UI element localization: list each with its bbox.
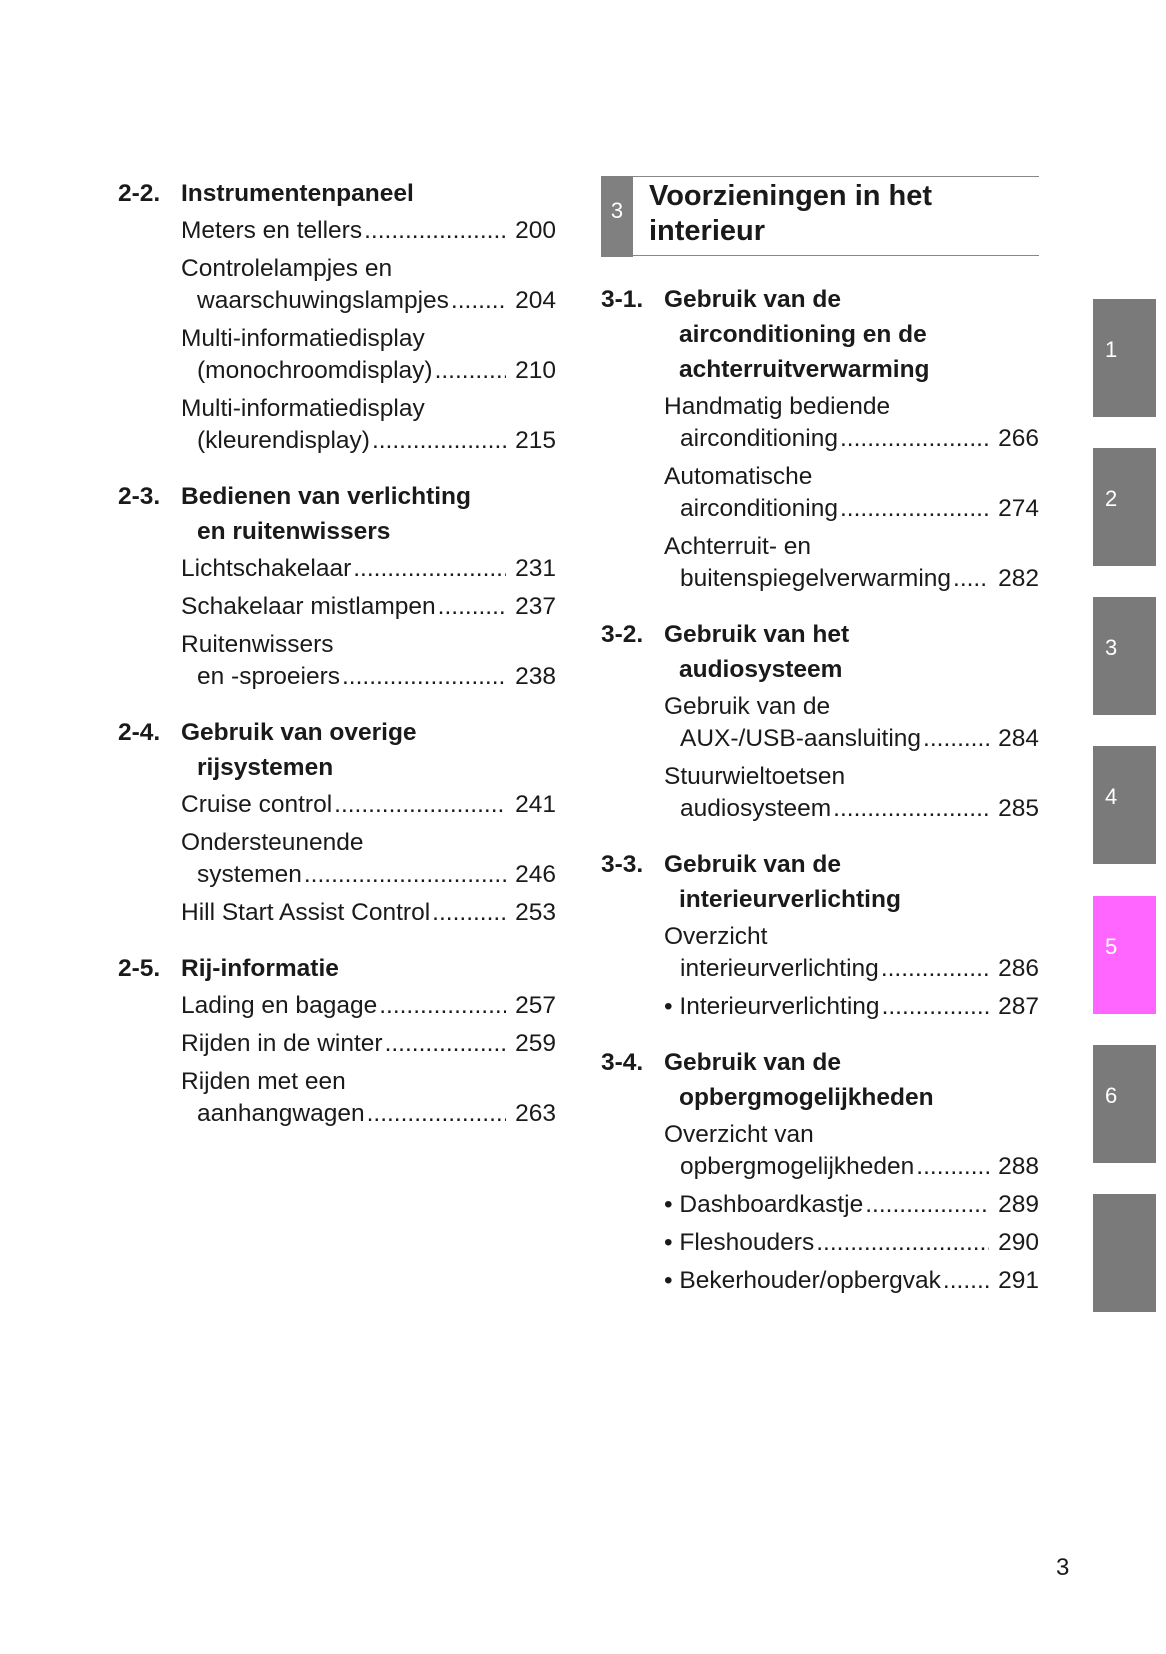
section-title bbox=[664, 1045, 1039, 1115]
dot-leader bbox=[379, 990, 506, 1022]
entry-page-number: 274 bbox=[998, 495, 1039, 522]
entry-last-line bbox=[664, 1151, 1039, 1183]
dot-leader bbox=[881, 953, 989, 985]
toc-section bbox=[601, 617, 1039, 825]
entry-page-number: 253 bbox=[515, 899, 556, 926]
entry-last-line bbox=[181, 591, 556, 623]
dot-leader bbox=[364, 215, 506, 247]
section-title bbox=[664, 617, 1039, 687]
chapter-tab-blank[interactable] bbox=[1093, 1194, 1156, 1312]
section-heading bbox=[601, 1045, 1039, 1115]
chapter-tab-5[interactable]: 5 bbox=[1093, 896, 1156, 1014]
dot-leader bbox=[833, 793, 989, 825]
section-heading bbox=[118, 176, 556, 211]
toc-entry[interactable] bbox=[181, 990, 556, 1022]
dot-leader bbox=[923, 723, 989, 755]
entry-page-number: 257 bbox=[515, 992, 556, 1019]
entry-text: • Interieurverlichting bbox=[664, 993, 880, 1020]
chapter-tab-6[interactable]: 6 bbox=[1093, 1045, 1156, 1163]
entry-text-line: Gebruik van de bbox=[664, 693, 831, 720]
section-heading bbox=[118, 479, 556, 549]
entry-last-line bbox=[181, 1098, 556, 1130]
section-number: 2-3. bbox=[118, 483, 161, 510]
entry-text: Lading en bagage bbox=[181, 992, 378, 1019]
chapter-tab-2[interactable]: 2 bbox=[1093, 448, 1156, 566]
entry-text: • Bekerhouder/opbergvak bbox=[664, 1267, 941, 1294]
toc-section bbox=[601, 847, 1039, 1023]
toc-entry[interactable] bbox=[664, 691, 1039, 755]
entry-page-number: 263 bbox=[515, 1100, 556, 1127]
section-heading bbox=[601, 847, 1039, 917]
entry-text: (kleurendisplay) bbox=[197, 427, 370, 454]
entry-last-line bbox=[181, 859, 556, 891]
entry-last-line bbox=[181, 425, 556, 457]
section-title-line: Gebruik van de bbox=[664, 851, 842, 878]
page-number: 3 bbox=[1056, 1554, 1070, 1581]
section-entries bbox=[601, 921, 1039, 1023]
entry-text-line: Multi-informatiedisplay bbox=[181, 395, 425, 422]
section-number: 3-3. bbox=[601, 851, 644, 878]
dot-leader bbox=[372, 425, 506, 457]
section-entries bbox=[118, 990, 556, 1130]
section-number: 3-1. bbox=[601, 286, 644, 313]
toc-entry[interactable] bbox=[181, 1028, 556, 1060]
toc-entry[interactable] bbox=[664, 391, 1039, 455]
entry-page-number: 286 bbox=[998, 955, 1039, 982]
entry-text: en -sproeiers bbox=[197, 663, 340, 690]
dot-leader bbox=[816, 1227, 989, 1259]
entry-text: • Dashboardkastje bbox=[664, 1191, 864, 1218]
section-number: 3-4. bbox=[601, 1049, 644, 1076]
entry-last-line bbox=[181, 553, 556, 585]
entry-text: interieurverlichting bbox=[680, 955, 879, 982]
section-entries bbox=[118, 789, 556, 929]
entry-page-number: 237 bbox=[515, 593, 556, 620]
section-heading bbox=[118, 715, 556, 785]
dot-leader bbox=[432, 897, 506, 929]
section-title bbox=[181, 176, 556, 211]
entry-page-number: 287 bbox=[998, 993, 1039, 1020]
entry-text: Meters en tellers bbox=[181, 217, 363, 244]
entry-page-number: 290 bbox=[998, 1229, 1039, 1256]
dot-leader bbox=[435, 355, 506, 387]
section-number: 2-4. bbox=[118, 719, 161, 746]
entry-text: airconditioning bbox=[680, 425, 838, 452]
toc-section bbox=[118, 176, 556, 457]
dot-leader bbox=[943, 1265, 989, 1297]
toc-entry[interactable] bbox=[181, 215, 556, 247]
entry-text: Cruise control bbox=[181, 791, 333, 818]
toc-right-column bbox=[601, 176, 1039, 1319]
toc-entry[interactable] bbox=[181, 1066, 556, 1130]
entry-text: aanhangwagen bbox=[197, 1100, 365, 1127]
entry-last-line bbox=[664, 1189, 1039, 1221]
section-title-line: Gebruik van overige bbox=[181, 719, 417, 746]
entry-text-line: Automatische bbox=[664, 463, 813, 490]
section-title-line: Bedienen van verlichting bbox=[181, 483, 471, 510]
section-title-line: achterruitverwarming bbox=[679, 356, 930, 383]
entry-text-line: Ondersteunende bbox=[181, 829, 364, 856]
chapter-title bbox=[649, 179, 932, 249]
section-title-line: Gebruik van de bbox=[664, 1049, 842, 1076]
entry-last-line bbox=[181, 897, 556, 929]
toc-entry[interactable] bbox=[181, 897, 556, 929]
entry-page-number: 238 bbox=[515, 663, 556, 690]
entry-last-line bbox=[181, 1028, 556, 1060]
toc-entry[interactable] bbox=[181, 553, 556, 585]
entry-page-number: 259 bbox=[515, 1030, 556, 1057]
section-number: 2-2. bbox=[118, 180, 161, 207]
chapter-title-line: interieur bbox=[649, 215, 766, 247]
section-title-line: airconditioning en de bbox=[679, 321, 927, 348]
section-entries bbox=[601, 691, 1039, 825]
toc-entry[interactable] bbox=[181, 827, 556, 891]
dot-leader bbox=[865, 1189, 989, 1221]
section-entries bbox=[118, 553, 556, 693]
entry-text-line: Overzicht van bbox=[664, 1121, 814, 1148]
toc-entry[interactable] bbox=[181, 323, 556, 387]
entry-text: Lichtschakelaar bbox=[181, 555, 352, 582]
entry-page-number: 291 bbox=[998, 1267, 1039, 1294]
entry-text: waarschuwingslampjes bbox=[197, 287, 449, 314]
section-heading bbox=[118, 951, 556, 986]
section-title-line: opbergmogelijkheden bbox=[679, 1084, 934, 1111]
toc-entry[interactable] bbox=[664, 531, 1039, 595]
entry-last-line bbox=[181, 661, 556, 693]
entry-page-number: 204 bbox=[515, 287, 556, 314]
entry-text: • Fleshouders bbox=[664, 1229, 815, 1256]
entry-page-number: 282 bbox=[998, 565, 1039, 592]
toc-entry[interactable] bbox=[664, 1227, 1039, 1259]
entry-text-line: Multi-informatiedisplay bbox=[181, 325, 425, 352]
right-sections bbox=[601, 282, 1039, 1297]
dot-leader bbox=[438, 591, 506, 623]
entry-text-line: Controlelampjes en bbox=[181, 255, 393, 282]
section-heading bbox=[601, 617, 1039, 687]
toc-entry[interactable] bbox=[181, 629, 556, 693]
entry-last-line bbox=[664, 793, 1039, 825]
toc-entry[interactable] bbox=[664, 1189, 1039, 1221]
entry-last-line bbox=[664, 423, 1039, 455]
chapter-tab-1[interactable]: 1 bbox=[1093, 299, 1156, 417]
entry-page-number: 200 bbox=[515, 217, 556, 244]
section-entries bbox=[118, 215, 556, 457]
entry-text: opbergmogelijkheden bbox=[680, 1153, 915, 1180]
dot-leader bbox=[916, 1151, 989, 1183]
dot-leader bbox=[953, 563, 989, 595]
section-title-line: Gebruik van het bbox=[664, 621, 850, 648]
section-title-line: audiosysteem bbox=[679, 656, 843, 683]
entry-last-line bbox=[664, 723, 1039, 755]
dot-leader bbox=[304, 859, 506, 891]
section-title-line: interieurverlichting bbox=[679, 886, 901, 913]
toc-section bbox=[601, 1045, 1039, 1297]
entry-page-number: 284 bbox=[998, 725, 1039, 752]
entry-last-line bbox=[664, 991, 1039, 1023]
entry-page-number: 285 bbox=[998, 795, 1039, 822]
dot-leader bbox=[882, 991, 989, 1023]
entry-page-number: 241 bbox=[515, 791, 556, 818]
entry-last-line bbox=[664, 1265, 1039, 1297]
entry-text-line: Achterruit- en bbox=[664, 533, 812, 560]
toc-section bbox=[118, 951, 556, 1130]
entry-text: Rijden in de winter bbox=[181, 1030, 383, 1057]
chapter-header bbox=[601, 176, 1039, 256]
toc-entry[interactable] bbox=[181, 253, 556, 317]
entry-last-line bbox=[181, 990, 556, 1022]
chapter-title-line: Voorzieningen in het bbox=[649, 180, 933, 212]
entry-last-line bbox=[664, 493, 1039, 525]
toc-entry[interactable] bbox=[664, 461, 1039, 525]
section-title bbox=[181, 951, 556, 986]
entry-last-line bbox=[181, 215, 556, 247]
toc-entry[interactable] bbox=[664, 761, 1039, 825]
dot-leader bbox=[385, 1028, 506, 1060]
toc-entry[interactable] bbox=[664, 991, 1039, 1023]
section-entries bbox=[601, 1119, 1039, 1297]
section-title-line: Rij-informatie bbox=[181, 955, 339, 982]
entry-page-number: 231 bbox=[515, 555, 556, 582]
section-title-line: Instrumentenpaneel bbox=[181, 180, 414, 207]
entry-page-number: 289 bbox=[998, 1191, 1039, 1218]
entry-page-number: 210 bbox=[515, 357, 556, 384]
entry-page-number: 266 bbox=[998, 425, 1039, 452]
entry-page-number: 246 bbox=[515, 861, 556, 888]
entry-last-line bbox=[664, 563, 1039, 595]
entry-text: AUX-/USB-aansluiting bbox=[680, 725, 922, 752]
toc-entry[interactable] bbox=[664, 1265, 1039, 1297]
section-title-line: Gebruik van de bbox=[664, 286, 842, 313]
entry-last-line bbox=[664, 1227, 1039, 1259]
entry-text: audiosysteem bbox=[680, 795, 832, 822]
entry-text-line: Overzicht bbox=[664, 923, 768, 950]
entry-page-number: 215 bbox=[515, 427, 556, 454]
section-title-line: rijsystemen bbox=[197, 754, 334, 781]
toc-entry[interactable] bbox=[664, 921, 1039, 985]
chapter-tab-3[interactable]: 3 bbox=[1093, 597, 1156, 715]
dot-leader bbox=[353, 553, 506, 585]
dot-leader bbox=[840, 493, 989, 525]
toc-section bbox=[118, 715, 556, 929]
section-title-line: en ruitenwissers bbox=[197, 518, 391, 545]
chapter-tab-4[interactable]: 4 bbox=[1093, 746, 1156, 864]
toc-left-column bbox=[118, 176, 556, 1152]
dot-leader bbox=[840, 423, 989, 455]
dot-leader bbox=[451, 285, 506, 317]
toc-section bbox=[118, 479, 556, 693]
section-title bbox=[664, 282, 1039, 387]
toc-section bbox=[601, 282, 1039, 595]
entry-text: (monochroomdisplay) bbox=[197, 357, 433, 384]
section-title bbox=[181, 479, 556, 549]
section-title bbox=[181, 715, 556, 785]
section-heading bbox=[601, 282, 1039, 387]
entry-text-line: Handmatig bediende bbox=[664, 393, 891, 420]
entry-text-line: Stuurwieltoetsen bbox=[664, 763, 846, 790]
entry-text-line: Ruitenwissers bbox=[181, 631, 334, 658]
entry-last-line bbox=[181, 285, 556, 317]
section-entries bbox=[601, 391, 1039, 595]
entry-text: airconditioning bbox=[680, 495, 838, 522]
entry-text: systemen bbox=[197, 861, 302, 888]
entry-page-number: 288 bbox=[998, 1153, 1039, 1180]
section-number: 3-2. bbox=[601, 621, 644, 648]
dot-leader bbox=[367, 1098, 506, 1130]
entry-last-line bbox=[181, 355, 556, 387]
entry-text: buitenspiegelverwarming bbox=[680, 565, 952, 592]
dot-leader bbox=[342, 661, 506, 693]
toc-entry[interactable] bbox=[181, 591, 556, 623]
entry-text-line: Rijden met een bbox=[181, 1068, 346, 1095]
section-title bbox=[664, 847, 1039, 917]
toc-entry[interactable] bbox=[181, 393, 556, 457]
toc-entry[interactable] bbox=[181, 789, 556, 821]
entry-last-line bbox=[181, 789, 556, 821]
entry-text: Hill Start Assist Control bbox=[181, 899, 431, 926]
entry-text: Schakelaar mistlampen bbox=[181, 593, 436, 620]
chapter-number-box: 3 bbox=[601, 176, 633, 257]
dot-leader bbox=[334, 789, 506, 821]
section-number: 2-5. bbox=[118, 955, 161, 982]
entry-last-line bbox=[664, 953, 1039, 985]
toc-entry[interactable] bbox=[664, 1119, 1039, 1183]
